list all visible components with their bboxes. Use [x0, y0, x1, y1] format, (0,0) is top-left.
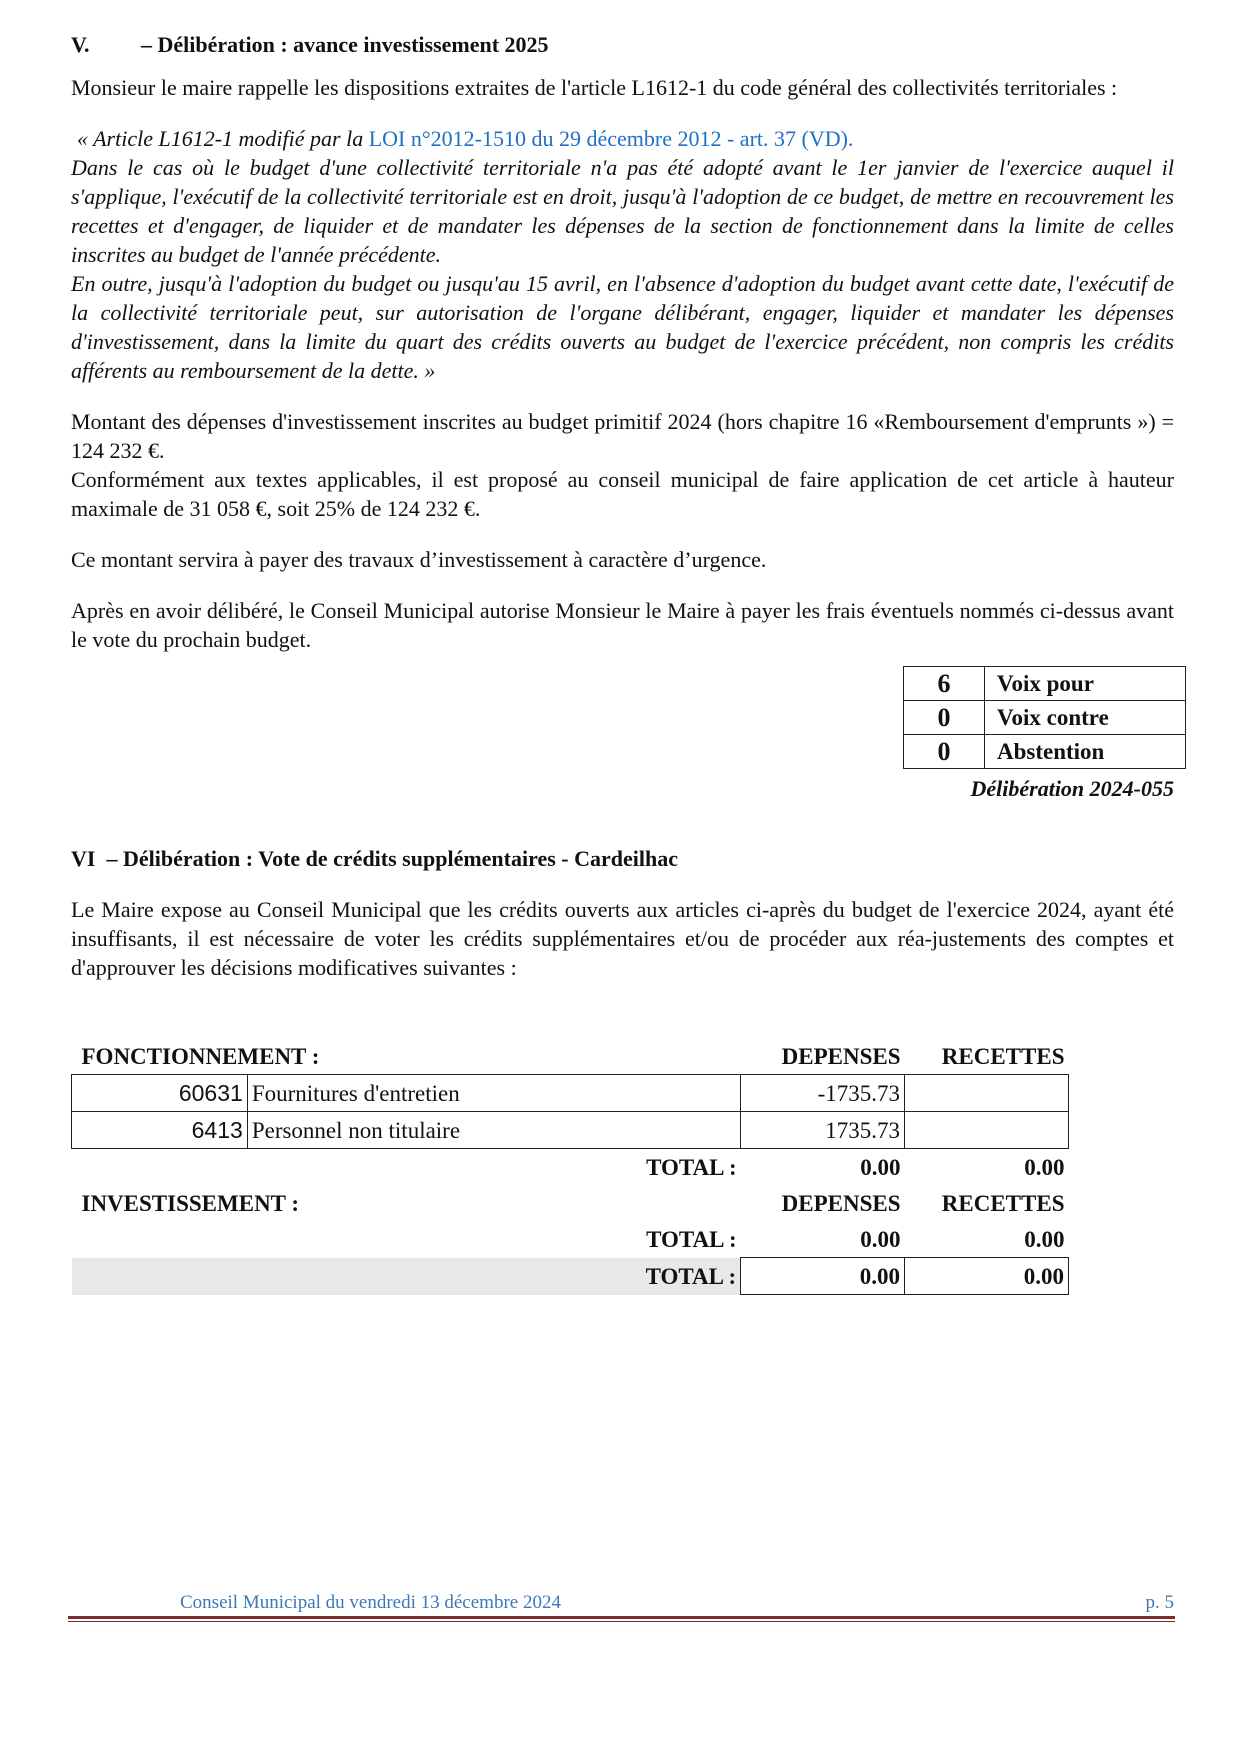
grand-total-row — [72, 1258, 1069, 1295]
vote-label: Voix contre — [985, 701, 1186, 735]
fonctionnement-total-row — [72, 1149, 1069, 1186]
page-number: p. 5 — [1145, 1592, 1174, 1613]
account-code: 6413 — [72, 1112, 248, 1149]
investissement-label: INVESTISSEMENT : — [81, 1190, 300, 1216]
vote-label: Voix pour — [985, 667, 1186, 701]
quote-lead: « Article L1612-1 modifié par la — [77, 126, 369, 151]
total-label: TOTAL : — [646, 1154, 737, 1180]
footer-divider-thin — [68, 1621, 1175, 1622]
fonctionnement-header-row — [72, 1038, 1069, 1075]
account-label: Personnel non titulaire — [247, 1112, 740, 1149]
recettes-value — [905, 1112, 1069, 1149]
depenses-value: 1735.73 — [741, 1112, 905, 1149]
page-footer — [180, 1592, 1174, 1614]
investissement-header-row — [72, 1185, 1069, 1221]
total-recettes: 0.00 — [1024, 1226, 1065, 1252]
article-quote — [71, 124, 1174, 385]
total-depenses: 0.00 — [860, 1154, 901, 1180]
total-recettes: 0.00 — [1024, 1154, 1065, 1180]
deliberation-reference: Délibération 2024-055 — [970, 776, 1174, 801]
recettes-header: RECETTES — [941, 1190, 1065, 1216]
vote-block — [71, 654, 1174, 804]
vote-count: 0 — [904, 735, 985, 769]
total-label: TOTAL : — [247, 1258, 740, 1295]
footer-divider — [68, 1616, 1175, 1619]
total-depenses: 0.00 — [860, 1226, 901, 1252]
section-number: VI — [71, 846, 96, 871]
account-label: Fournitures d'entretien — [247, 1075, 740, 1112]
account-code: 60631 — [72, 1075, 248, 1112]
quote-paragraph-1: Dans le cas où le budget d'une collectivité territoriale n'a pas été adopté avant le 1er janvier de l'exercice auquel il s'applique, l'exécutif de la collectivité territoriale est en droit, jusqu'à l'adoption de ce budget, de mettre en recouvrement les recettes et d'engager, de liquider et de mandater les dépenses de la section de fonctionnement dans la limite de celles inscrites au budget de l'année précédente. — [71, 155, 1174, 267]
section-number: V. — [71, 32, 90, 57]
grand-total-recettes: 0.00 — [905, 1258, 1069, 1295]
section-6-heading — [71, 844, 1174, 873]
vote-row — [904, 735, 1186, 769]
vote-count: 6 — [904, 667, 985, 701]
depenses-value: -1735.73 — [741, 1075, 905, 1112]
decision-paragraph: Après en avoir délibéré, le Conseil Municipal autorise Monsieur le Maire à payer les frais éventuels nommés ci-dessus avant le vote du prochain budget. — [71, 598, 1174, 652]
proposal-paragraph: Conformément aux textes applicables, il est proposé au conseil municipal de faire application de cet article à hauteur maximale de 31 058 €, soit 25% de 124 232 €. — [71, 467, 1174, 521]
investissement-total-row — [72, 1221, 1069, 1258]
recettes-header: RECETTES — [941, 1043, 1065, 1069]
vote-table — [903, 666, 1186, 769]
fonctionnement-label: FONCTIONNEMENT : — [81, 1043, 320, 1069]
usage-paragraph: Ce montant servira à payer des travaux d’investissement à caractère d’urgence. — [71, 547, 767, 572]
vote-count: 0 — [904, 701, 985, 735]
total-label: TOTAL : — [646, 1226, 737, 1252]
depenses-header: DEPENSES — [781, 1190, 901, 1216]
section-title: – Délibération : avance investissement 2025 — [141, 32, 549, 57]
budget-table — [71, 1038, 1069, 1295]
vote-row — [904, 701, 1186, 735]
law-link[interactable]: LOI n°2012-1510 du 29 décembre 2012 - art. 37 (VD). — [368, 126, 854, 151]
document-page — [71, 30, 1174, 1295]
table-row — [72, 1075, 1069, 1112]
intro-paragraph: Le Maire expose au Conseil Municipal que les crédits ouverts aux articles ci-après du budget de l'exercice 2024, ayant été insuffisants, il est nécessaire de voter les crédits supplémentaires et/ou de procéder aux réa-justements des comptes et d'approuver les décisions modificatives suivantes : — [71, 897, 1174, 980]
depenses-header: DEPENSES — [781, 1043, 901, 1069]
amount-paragraph: Montant des dépenses d'investissement inscrites au budget primitif 2024 (hors chapitre 16 «Remboursement d'emprunts ») = 124 232 €. — [71, 409, 1174, 463]
footer-title: Conseil Municipal du vendredi 13 décembre 2024 — [180, 1592, 561, 1613]
intro-paragraph: Monsieur le maire rappelle les dispositions extraites de l'article L1612-1 du code général des collectivités territoriales : — [71, 75, 1118, 100]
vote-label: Abstention — [985, 735, 1186, 769]
section-5-heading — [71, 30, 1174, 59]
grand-total-depenses: 0.00 — [741, 1258, 905, 1295]
vote-row — [904, 667, 1186, 701]
recettes-value — [905, 1075, 1069, 1112]
table-row — [72, 1112, 1069, 1149]
quote-paragraph-2: En outre, jusqu'à l'adoption du budget ou jusqu'au 15 avril, en l'absence d'adoption du budget avant cette date, l'exécutif de la collectivité territoriale peut, sur autorisation de l'organe délibérant, engager, liquider et mandater les dépenses d'investissement, dans la limite du quart des crédits ouverts au budget de l'exercice précédent, non compris les crédits afférents au remboursement de la dette. » — [71, 271, 1174, 383]
section-title: – Délibération : Vote de crédits supplémentaires - Cardeilhac — [106, 846, 678, 871]
